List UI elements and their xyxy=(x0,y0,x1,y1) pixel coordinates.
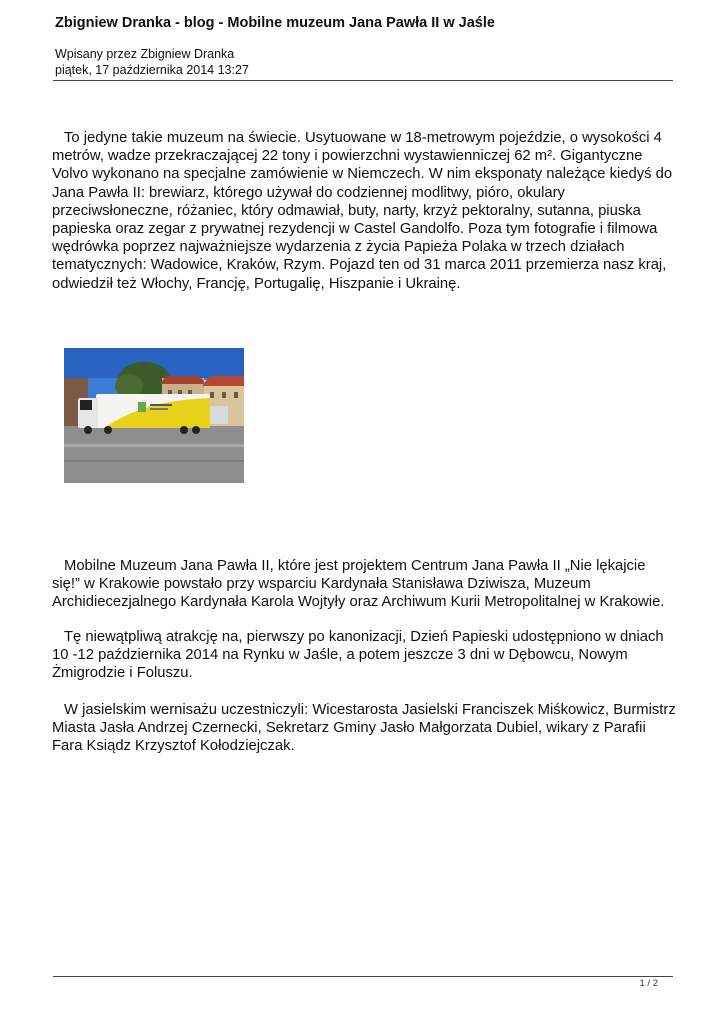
article-paragraph-2: Mobilne Muzeum Jana Pawła II, które jest projektem Centrum Jana Pawła II „Nie lękajcie się!” w Krakowie powstało przy wsparciu Kardynała Stanisława Dziwisza, Muzeum Archidiecezjalnego Kardynała Karola Wojtyły oraz Archiwum Kurii Metropolitalnej w Krakowie. xyxy=(52,558,665,611)
article-paragraph-4: W jasielskim wernisażu uczestniczyli: Wicestarosta Jasielski Franciszek Miśkowicz, Burmistrz Miasta Jasła Andrzej Czernecki, Sekretarz Gminy Jasło Małgorzata Dubiel, wikary z Parafii Fara Ksiądz Krzysztof Kołodziejczak. xyxy=(52,702,676,755)
museum-truck-photo xyxy=(64,348,244,483)
author-line: Wpisany przez Zbigniew Dranka xyxy=(55,47,235,61)
article-meta xyxy=(55,46,249,78)
footer-divider xyxy=(53,976,673,977)
article-paragraph-1: To jedyne takie muzeum na świecie. Usytuowane w 18-metrowym pojeździe, o wysokości 4 metrów, wadze przekraczającej 22 tony i powierzchni wystawienniczej 62 m². Gigantyczne Volvo wykonano na specjalne zamówienie w Niemczech. W nim eksponaty należące kiedyś do Jana Pawła II: brewiarz, którego używał do codziennej modlitwy, pióro, okulary przeciwsłoneczne, różaniec, który odmawiał, buty, narty, krzyż pektoralny, sutanna, piuska papieska oraz zegar z prywatnej rezydencji w Castel Gandolfo. Poza tym fotografie i filmowa wędrówka poprzez najważniejsze wydarzenia z życia Papieża Polaka w trzech działach tematycznych: Wadowice, Kraków, Rzym. Pojazd ten od 31 marca 2011 przemierza nasz kraj, odwiedził też Włochy, Francję, Portugalię, Hiszpanie i Ukrainę. xyxy=(52,130,673,292)
date-line: piątek, 17 października 2014 13:27 xyxy=(55,63,249,77)
header-divider xyxy=(53,80,673,81)
page-number: 1 / 2 xyxy=(639,978,658,989)
article-paragraph-3: Tę niewątpliwą atrakcję na, pierwszy po kanonizacji, Dzień Papieski udostępniono w dniach 10 -12 października 2014 na Rynku w Jaśle, a potem jeszcze 3 dni w Dębowcu, Nowym Żmigrodzie i Foluszu. xyxy=(52,629,664,682)
museum-truck-photo-image xyxy=(64,348,244,483)
page-title: Zbigniew Dranka - blog - Mobilne muzeum Jana Pawła II w Jaśle xyxy=(55,15,495,31)
